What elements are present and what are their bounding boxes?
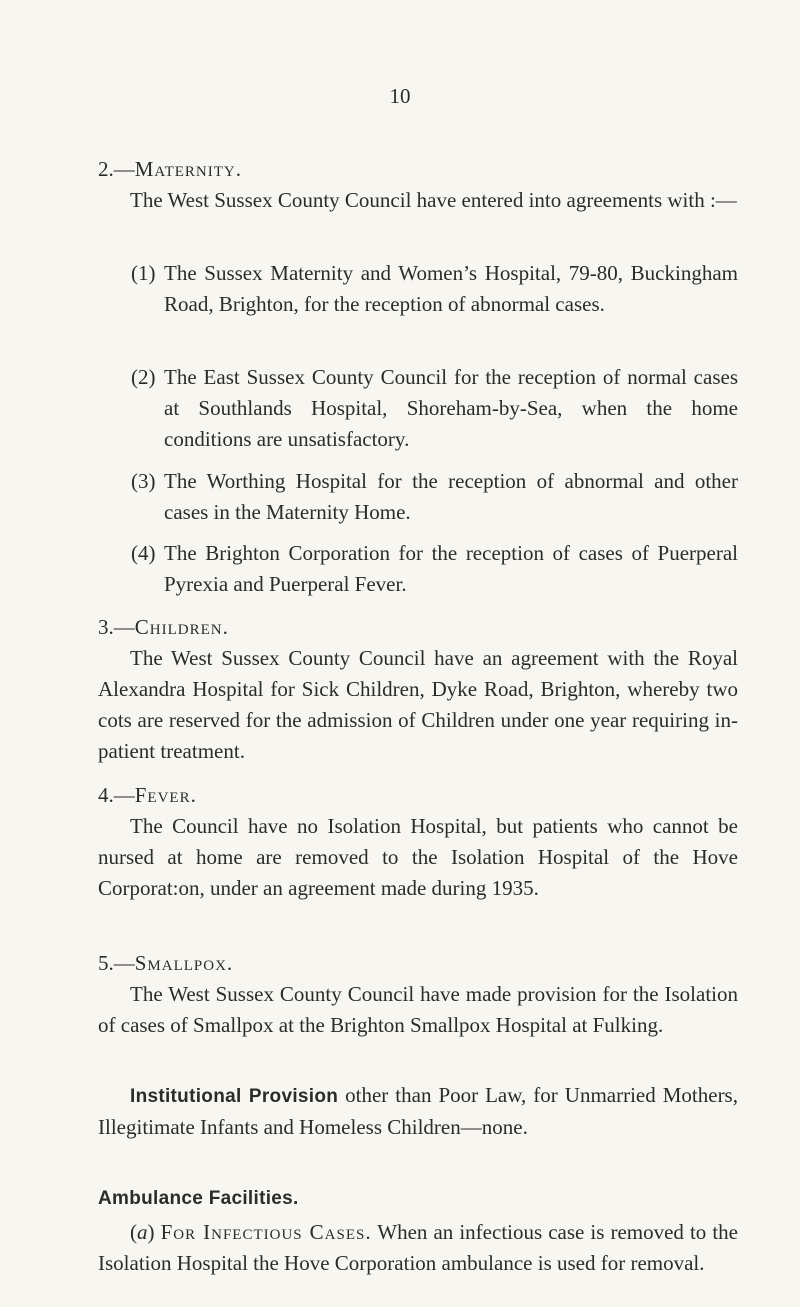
item-number: (3) — [131, 469, 156, 493]
maternity-heading — [98, 154, 242, 185]
fever-title: Fever. — [134, 783, 197, 807]
maternity-number: 2.— — [98, 157, 135, 181]
item-text: The Brighton Corporation for the reception of cases of Puerperal Pyrexia and Puerperal Fever. — [164, 541, 738, 596]
smallpox-number: 5.— — [98, 951, 135, 975]
maternity-intro: The West Sussex County Council have entered into agreements with :— — [130, 188, 737, 212]
institutional-text: other than Poor Law, for Unmarried Mothers, Illegitimate Infants and Homeless Children—none. — [98, 1083, 738, 1139]
item-text: The East Sussex County Council for the reception of normal cases at Southlands Hospital, Shoreham-by-Sea, when the home conditions are unsatisfactory. — [164, 365, 738, 451]
maternity-title: Maternity. — [134, 157, 242, 181]
children-heading — [98, 612, 229, 643]
children-title: Children. — [134, 615, 229, 639]
fever-text: The Council have no Isolation Hospital, but patients who cannot be nursed at home are removed to the Isolation Hospital of the Hove Corporat:on, under an agreement made during 1935. — [98, 814, 738, 900]
institutional-paragraph — [98, 1080, 738, 1143]
fever-number: 4.— — [98, 783, 135, 807]
maternity-item-2 — [131, 362, 738, 455]
ambulance-label-open: ( — [130, 1220, 137, 1244]
children-number: 3.— — [98, 615, 135, 639]
maternity-item-3 — [131, 466, 738, 528]
fever-heading — [98, 780, 197, 811]
ambulance-paragraph — [98, 1217, 738, 1279]
institutional-title: Institutional Provision — [130, 1086, 339, 1107]
ambulance-text: When an infectious case is removed to the Isolation Hospital the Hove Corporation ambulance is used for removal. — [98, 1220, 739, 1275]
ambulance-label-letter: a — [137, 1220, 148, 1244]
maternity-item-1 — [131, 258, 738, 320]
children-text: The West Sussex County Council have an agreement with the Royal Alexandra Hospital for Sick Children, Dyke Road, Brighton, whereby two cots are reserved for the admission of Children under one year requiring in-patient treatment. — [98, 646, 738, 763]
item-number: (2) — [131, 365, 156, 389]
item-number: (1) — [131, 261, 156, 285]
smallpox-text: The West Sussex County Council have made provision for the Isolation of cases of Smallpox at the Brighton Smallpox Hospital at Fulking. — [98, 982, 738, 1037]
smallpox-title: Smallpox. — [134, 951, 234, 975]
page-number: 10 — [389, 84, 411, 108]
smallpox-heading — [98, 948, 233, 979]
ambulance-title: Ambulance Facilities. — [98, 1188, 299, 1209]
item-text: The Worthing Hospital for the reception of abnormal and other cases in the Maternity Home. — [164, 469, 738, 524]
item-text: The Sussex Maternity and Women’s Hospital, 79-80, Buckingham Road, Brighton, for the reception of abnormal cases. — [164, 261, 738, 316]
ambulance-label-close: ) — [147, 1220, 155, 1244]
item-number: (4) — [131, 541, 156, 565]
ambulance-subtitle: For Infectious Cases. — [160, 1220, 372, 1244]
maternity-item-4 — [131, 538, 738, 600]
